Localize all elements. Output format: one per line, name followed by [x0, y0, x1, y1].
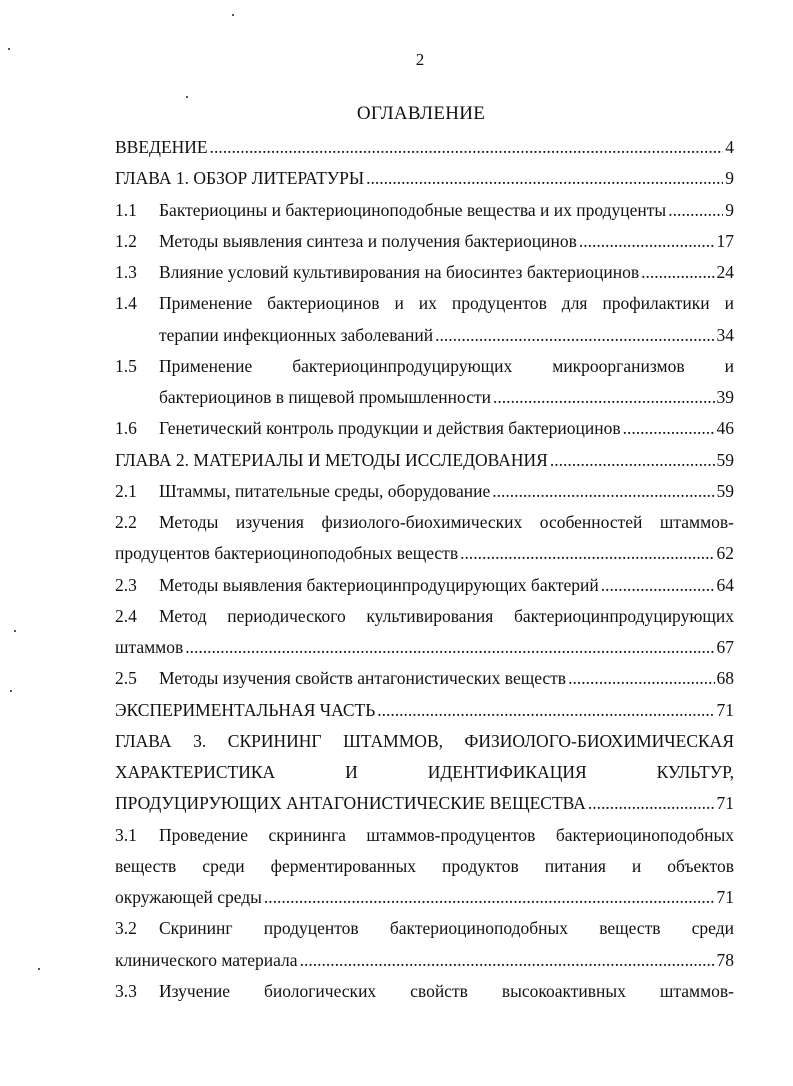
- toc-entry-number: 1.2: [115, 231, 137, 251]
- toc-entry[interactable]: [115, 542, 734, 564]
- toc-entry-number: 3.1: [115, 825, 137, 845]
- dot-leader: [264, 886, 715, 908]
- toc-entry[interactable]: [115, 167, 734, 189]
- scan-speck: [38, 968, 40, 970]
- toc-line: Применение бактериоцинов и их продуцентов для профилактики и: [159, 293, 734, 313]
- toc-line: Изучение биологических свойств высокоактивных штаммов-: [159, 981, 734, 1001]
- toc-line-continuation[interactable]: [159, 386, 734, 408]
- toc-entry[interactable]: [115, 449, 734, 471]
- toc-line: веществ среди ферментированных продуктов питания и объектов: [115, 856, 734, 876]
- toc-entry-page: 4: [725, 137, 734, 157]
- toc-entry-title: продуцентов бактериоциноподобных веществ: [115, 543, 459, 563]
- toc-line: Методы изучения физиолого-биохимических особенностей штаммов-: [159, 512, 734, 532]
- scan-speck: [232, 14, 234, 16]
- toc-entry[interactable]: [115, 792, 734, 814]
- toc-entry[interactable]: [115, 199, 734, 221]
- toc-entry-page: 64: [716, 575, 734, 595]
- dot-leader: [492, 480, 714, 502]
- toc-entry-page: 71: [716, 700, 734, 720]
- toc-entry-number: 2.5: [115, 668, 137, 688]
- toc-entry-title: Методы выявления бактериоцинпродуцирующих бактерий: [159, 575, 599, 595]
- toc-entry-page: 62: [716, 543, 734, 563]
- toc-entry[interactable]: [115, 699, 734, 721]
- page-number: 2: [415, 50, 425, 69]
- toc-entry-number: 2.3: [115, 575, 137, 595]
- dot-leader: [588, 792, 715, 814]
- toc-entry[interactable]: [115, 574, 734, 596]
- dot-leader: [460, 542, 714, 564]
- toc-entry-number: 3.2: [115, 918, 137, 938]
- toc-line: Применение бактериоцинпродуцирующих микроорганизмов и: [159, 356, 734, 376]
- toc-entry-number: 3.3: [115, 981, 137, 1001]
- toc-entry-page: 9: [725, 200, 734, 220]
- toc-entry-title: окружающей среды: [115, 887, 262, 907]
- toc-entry-page: 17: [716, 231, 734, 251]
- toc-entry-title: Методы изучения свойств антагонистических веществ: [159, 668, 567, 688]
- dot-leader: [210, 136, 724, 158]
- toc-entry[interactable]: [115, 949, 734, 971]
- toc-entry-title: ВВЕДЕНИЕ: [115, 137, 208, 157]
- toc-entry-number: 1.1: [115, 200, 137, 220]
- dot-leader: [601, 574, 715, 596]
- toc-entry-number: 1.3: [115, 262, 137, 282]
- dot-leader: [377, 699, 714, 721]
- toc-entry-title: бактериоцинов в пищевой промышленности: [159, 387, 491, 407]
- toc-entry-number: 2.4: [115, 606, 137, 626]
- toc-line: ГЛАВА 3. СКРИНИНГ ШТАММОВ, ФИЗИОЛОГО-БИОХИМИЧЕСКАЯ: [115, 731, 734, 751]
- toc-entry-page: 59: [716, 481, 734, 501]
- toc-line: ХАРАКТЕРИСТИКА И ИДЕНТИФИКАЦИЯ КУЛЬТУР,: [115, 762, 734, 782]
- scan-speck: [186, 96, 188, 98]
- toc-entry-title: ГЛАВА 2. МАТЕРИАЛЫ И МЕТОДЫ ИССЛЕДОВАНИЯ: [115, 450, 548, 470]
- dot-leader: [366, 167, 723, 189]
- dot-leader: [493, 386, 715, 408]
- toc-entry-number: 1.6: [115, 418, 137, 438]
- toc-entry[interactable]: [115, 136, 734, 158]
- dot-leader: [579, 230, 715, 252]
- dot-leader: [185, 636, 714, 658]
- scan-speck: [10, 690, 12, 692]
- dot-leader: [550, 449, 715, 471]
- toc-entry[interactable]: [115, 261, 734, 283]
- toc-line-continuation[interactable]: [159, 324, 734, 346]
- toc-entry-page: 9: [725, 168, 734, 188]
- dot-leader: [300, 949, 715, 971]
- toc-entry-title: ЭКСПЕРИМЕНТАЛЬНАЯ ЧАСТЬ: [115, 700, 376, 720]
- toc-entry-page: 68: [716, 668, 734, 688]
- dot-leader: [641, 261, 714, 283]
- toc-entry-page: 59: [716, 450, 734, 470]
- toc-entry-page: 67: [716, 637, 734, 657]
- toc-entry[interactable]: [115, 636, 734, 658]
- toc-entry-number: 2.2: [115, 512, 137, 532]
- toc-entry-title: клинического материала: [115, 950, 298, 970]
- dot-leader: [623, 417, 715, 439]
- toc-entry-title: терапии инфекционных заболеваний: [159, 325, 434, 345]
- toc-entry-number: 1.5: [115, 356, 137, 376]
- toc-entry-title: ГЛАВА 1. ОБЗОР ЛИТЕРАТУРЫ: [115, 168, 365, 188]
- toc-line: Метод периодического культивирования бактериоцинпродуцирующих: [159, 606, 734, 626]
- toc-entry[interactable]: [115, 886, 734, 908]
- toc-entry-page: 34: [716, 325, 734, 345]
- toc-entry-page: 39: [716, 387, 734, 407]
- toc-title: ОГЛАВЛЕНИЕ: [356, 103, 486, 124]
- toc-entry-page: 71: [716, 793, 734, 813]
- toc-entry[interactable]: [115, 417, 734, 439]
- toc-entry-title: Влияние условий культивирования на биосинтез бактериоцинов: [159, 262, 640, 282]
- toc-entry[interactable]: [115, 230, 734, 252]
- toc-entry[interactable]: [115, 480, 734, 502]
- toc-entry[interactable]: [115, 667, 734, 689]
- toc-entry-page: 24: [716, 262, 734, 282]
- toc-line: Проведение скрининга штаммов-продуцентов бактериоциноподобных: [159, 825, 734, 845]
- toc-entry-title: Генетический контроль продукции и действия бактериоцинов: [159, 418, 621, 438]
- toc-entry-number: 2.1: [115, 481, 137, 501]
- scan-speck: [8, 48, 10, 50]
- dot-leader: [568, 667, 714, 689]
- toc-entry-page: 71: [716, 887, 734, 907]
- toc-entry-title: Методы выявления синтеза и получения бактериоцинов: [159, 231, 577, 251]
- scan-speck: [14, 630, 16, 632]
- toc-entry-page: 78: [716, 950, 734, 970]
- dot-leader: [435, 324, 714, 346]
- toc-entry-number: 1.4: [115, 293, 137, 313]
- toc-entry-title: Бактериоцины и бактериоциноподобные вещества и их продуценты: [159, 200, 667, 220]
- toc-line: Скрининг продуцентов бактериоциноподобных веществ среди: [159, 918, 734, 938]
- toc-entry-title: ПРОДУЦИРУЮЩИХ АНТАГОНИСТИЧЕСКИЕ ВЕЩЕСТВА: [115, 793, 586, 813]
- toc-entry-title: штаммов: [115, 637, 184, 657]
- dot-leader: [668, 199, 723, 221]
- toc-entry-page: 46: [716, 418, 734, 438]
- toc-entry-title: Штаммы, питательные среды, оборудование: [159, 481, 491, 501]
